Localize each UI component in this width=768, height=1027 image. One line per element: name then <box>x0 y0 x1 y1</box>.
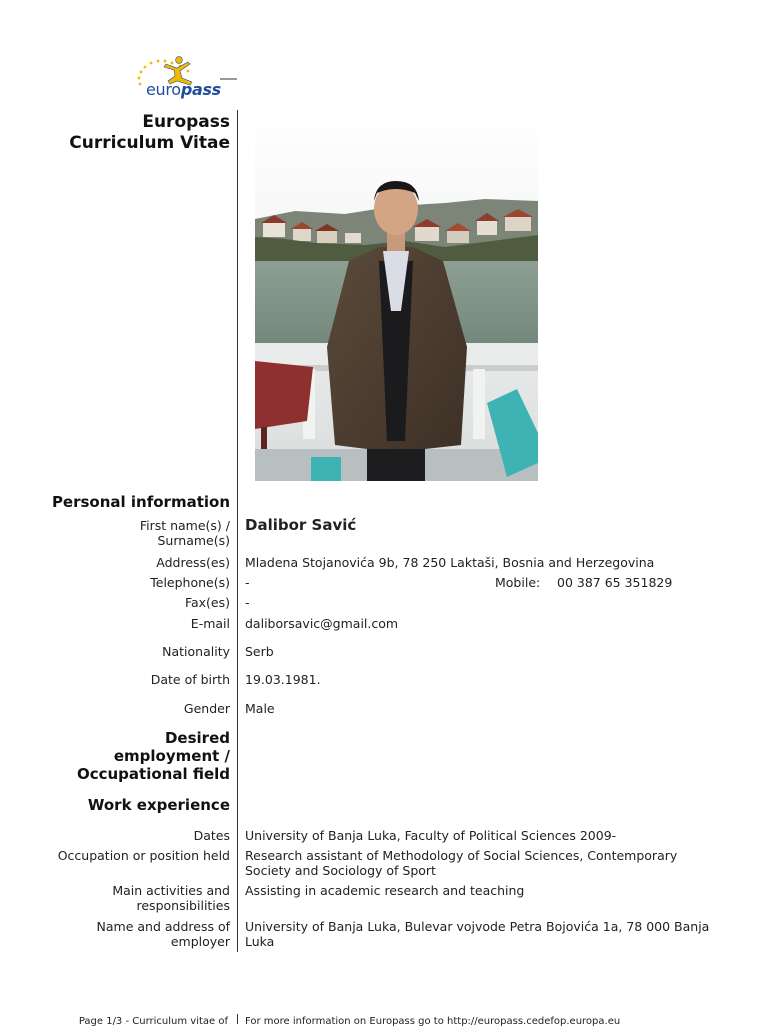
employer-value <box>245 919 709 949</box>
activities-label-line2: responsibilities <box>136 898 230 913</box>
fax-label: Fax(es) <box>184 595 230 610</box>
date-of-birth-value: 19.03.1981. <box>245 672 321 687</box>
desired-employment-line1: Desired <box>164 729 230 747</box>
portrait-photo-image <box>255 111 538 481</box>
activities-label <box>112 883 230 913</box>
work-experience-heading: Work experience <box>87 796 230 814</box>
europass-logo-text: europass <box>146 80 221 99</box>
email-label: E-mail <box>190 616 230 631</box>
dates-value: University of Banja Luka, Faculty of Political Sciences 2009- <box>245 828 617 843</box>
name-value: Dalibor Savić <box>245 516 357 534</box>
occupation-value-line2: Society and Sociology of Sport <box>245 863 436 878</box>
activities-label-line1: Main activities and <box>112 883 230 898</box>
employer-label-line1: Name and address of <box>96 919 230 934</box>
employer-value-line1: University of Banja Luka, Bulevar vojvode Petra Bojovića 1a, 78 000 Banja <box>245 919 710 934</box>
nationality-value: Serb <box>245 644 274 659</box>
date-of-birth-label: Date of birth <box>150 672 230 687</box>
desired-employment-heading <box>77 729 230 783</box>
cv-title <box>69 112 230 154</box>
gender-label: Gender <box>183 701 230 716</box>
name-label <box>140 518 230 548</box>
europass-logo <box>130 54 240 104</box>
mobile-value: 00 387 65 351829 <box>557 575 673 590</box>
occupation-label: Occupation or position held <box>57 848 230 863</box>
footer-page-info: Page 1/3 - Curriculum vitae of <box>78 1016 228 1027</box>
cv-title-line1: Europass <box>142 112 230 132</box>
desired-employment-line3: Occupational field <box>76 765 230 783</box>
occupation-value-line1: Research assistant of Methodology of Social Sciences, Contemporary <box>245 848 678 863</box>
dates-label: Dates <box>193 828 230 843</box>
activities-value: Assisting in academic research and teaching <box>245 883 525 898</box>
nationality-label: Nationality <box>162 644 230 659</box>
address-value: Mladena Stojanovića 9b, 78 250 Laktaši, Bosnia and Herzegovina <box>245 555 655 570</box>
name-label-line1: First name(s) / <box>139 518 230 533</box>
mobile-label: Mobile: <box>495 575 541 590</box>
cv-title-line2: Curriculum Vitae <box>69 133 230 153</box>
name-label-line2: Surname(s) <box>157 533 230 548</box>
occupation-value <box>245 848 677 878</box>
fax-value: - <box>245 595 250 610</box>
telephone-value: - <box>245 575 250 590</box>
telephone-label: Telephone(s) <box>150 575 230 590</box>
employer-label-line2: employer <box>170 934 230 949</box>
footer-divider <box>237 1014 238 1024</box>
desired-employment-line2: employment / <box>113 747 230 765</box>
address-label: Address(es) <box>156 555 230 570</box>
personal-information-heading: Personal information <box>51 493 230 511</box>
employer-value-line2: Luka <box>245 934 275 949</box>
column-divider <box>237 110 238 952</box>
gender-value: Male <box>245 701 275 716</box>
email-value[interactable]: daliborsavic@gmail.com <box>245 616 399 631</box>
employer-label <box>97 919 230 949</box>
portrait-photo <box>255 111 538 481</box>
footer-europass-link[interactable]: For more information on Europass go to http://europass.cedefop.europa.eu <box>245 1016 621 1027</box>
